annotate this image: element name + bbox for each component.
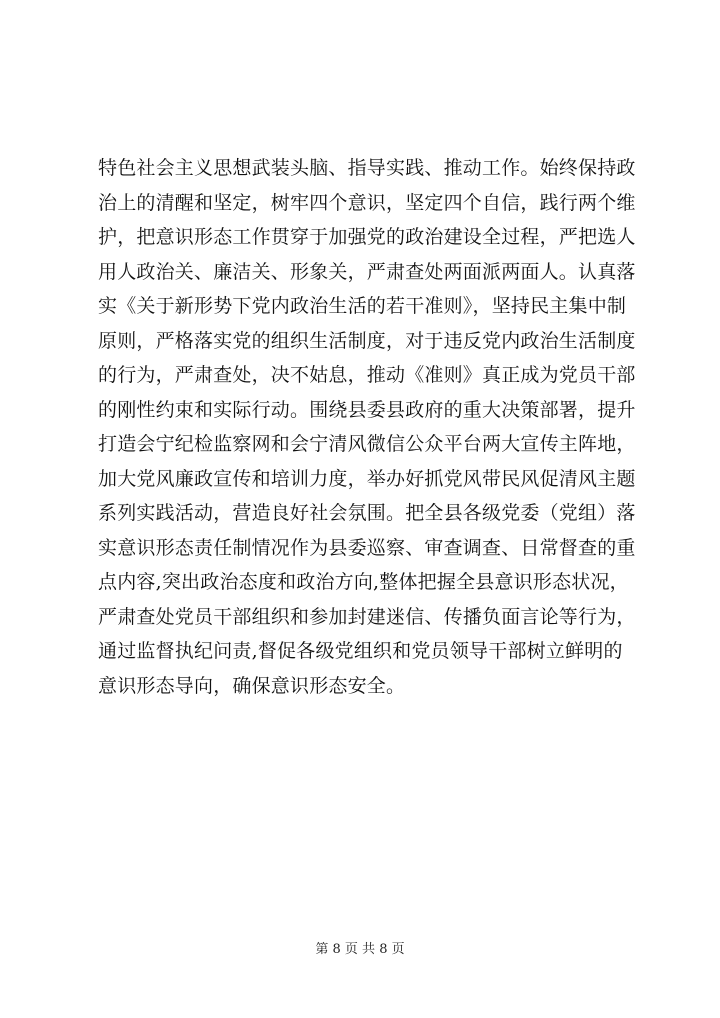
text-line: 点内容,突出政治态度和政治方向,整体把握全县意识形态状况， — [98, 571, 629, 593]
body-paragraph — [98, 151, 658, 703]
text-line: 通过监督执纪问责,督促各级党组织和党员领导干部树立鲜明的 — [98, 640, 623, 662]
text-line: 治上的清醒和坚定，树牢四个意识，坚定四个自信，践行两个维 — [98, 191, 636, 214]
text-line: 原则，严格落实党的组织生活制度，对于违反党内政治生活制度 — [98, 329, 636, 352]
text-line: 打造会宁纪检监察网和会宁清风微信公众平台两大宣传主阵地， — [98, 433, 636, 455]
text-line: 护，把意识形态工作贯穿于加强党的政治建设全过程，严把选人 — [98, 226, 636, 248]
text-line: 特色社会主义思想武装头脑、指导实践、推动工作。始终保持政 — [98, 157, 636, 179]
text-line: 的刚性约束和实际行动。围绕县委县政府的重大决策部署，提升 — [98, 398, 636, 421]
text-line: 严肃查处党员干部组织和参加封建迷信、传播负面言论等行为， — [98, 605, 636, 628]
text-line: 的行为，严肃查处，决不姑息，推动《准则》真正成为党员干部 — [98, 364, 636, 386]
text-line: 用人政治关、廉洁关、形象关，严肃查处两面派两面人。认真落 — [98, 260, 636, 283]
text-line: 系列实践活动，营造良好社会氛围。把全县各级党委（党组）落 — [98, 502, 636, 524]
text-line: 加大党风廉政宣传和培训力度，举办好抓党风带民风促清风主题 — [98, 467, 636, 490]
text-line: 意识形态导向，确保意识形态安全。 — [98, 674, 406, 697]
text-line: 实《关于新形势下党内政治生活的若干准则》，坚持民主集中制 — [98, 295, 627, 317]
page-number-footer: 第 8 页 共 8 页 — [315, 942, 405, 957]
text-line: 实意识形态责任制情况作为县委巡察、审查调查、日常督查的重 — [98, 536, 636, 559]
